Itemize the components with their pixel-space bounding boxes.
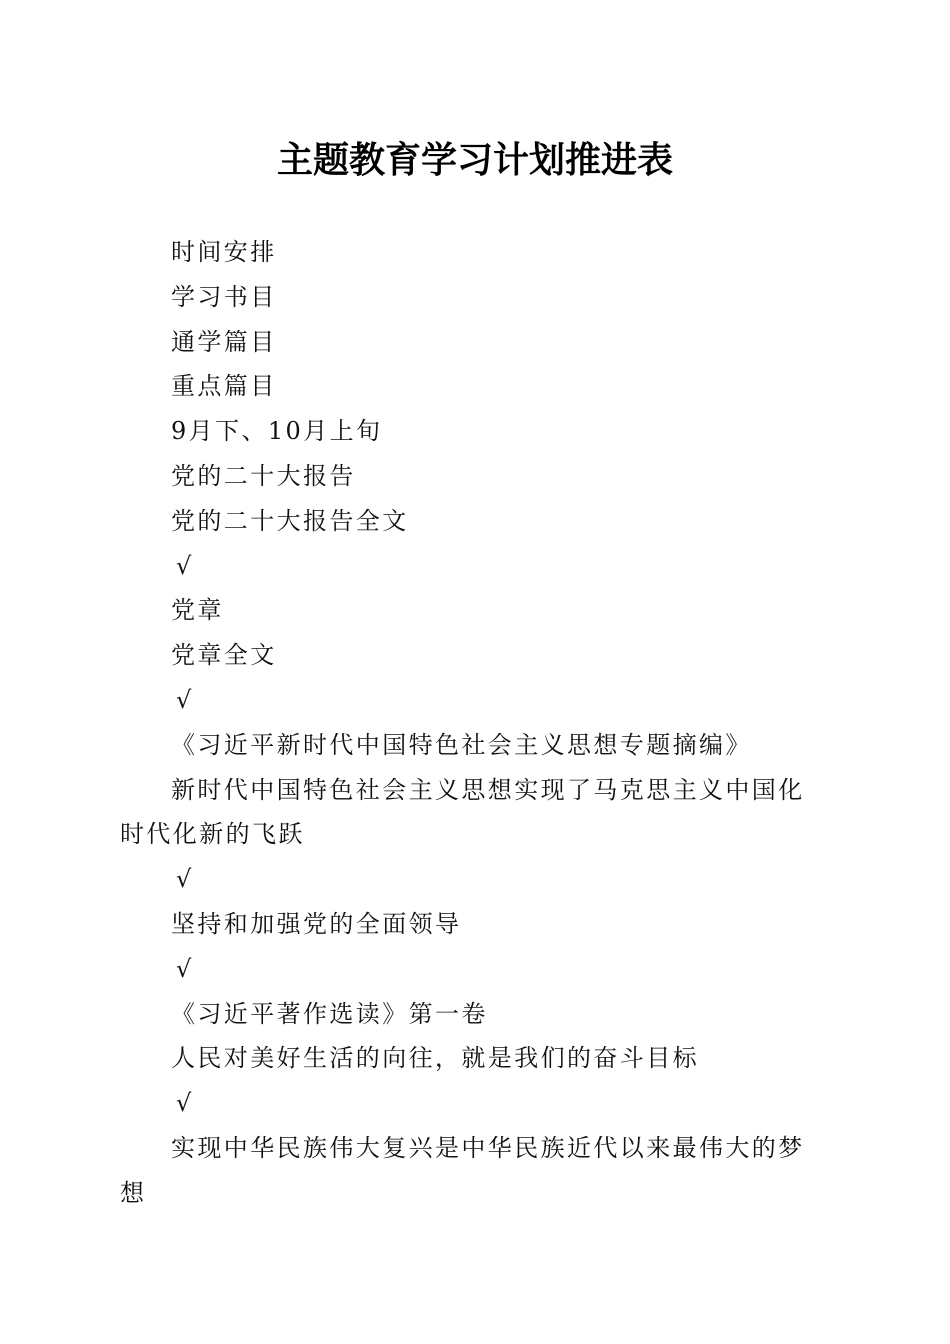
check-mark: √ [176,1089,194,1118]
paragraph-book-thought-excerpts: 《习近平新时代中国特色社会主义思想专题摘编》 [171,730,752,759]
paragraph-general-chapters: 通学篇目 [171,327,277,356]
check-mark: √ [176,685,194,714]
paragraph-study-books: 学习书目 [171,282,277,311]
paragraph-chapter-party-leadership: 坚持和加强党的全面领导 [171,909,462,938]
document-body [120,230,830,1216]
paragraph-chapter-national-rejuvenation: 实现中华民族伟大复兴是中华民族近代以来最伟大的梦想 [120,1133,805,1207]
document-title: 主题教育学习计划推进表 [276,139,673,181]
paragraph-chapter-constitution-full: 党章全文 [171,641,277,670]
paragraph-book-selected-works: 《习近平著作选读》第一卷 [171,999,488,1028]
check-mark: √ [176,551,194,580]
paragraph-period: 9月下、10月上旬 [171,417,383,446]
paragraph-chapter-20th-report-full: 党的二十大报告全文 [171,506,409,535]
paragraph-key-chapters: 重点篇目 [171,372,277,401]
paragraph-chapter-better-life: 人民对美好生活的向往，就是我们的奋斗目标 [171,1044,699,1073]
check-mark: √ [176,954,194,983]
check-mark: √ [176,865,194,894]
paragraph-time-schedule: 时间安排 [171,238,277,266]
paragraph-book-20th-report: 党的二十大报告 [171,461,356,490]
paragraph-chapter-new-leap: 新时代中国特色社会主义思想实现了马克思主义中国化时代化新的飞跃 [120,775,805,849]
paragraph-book-party-constitution: 党章 [171,596,224,625]
